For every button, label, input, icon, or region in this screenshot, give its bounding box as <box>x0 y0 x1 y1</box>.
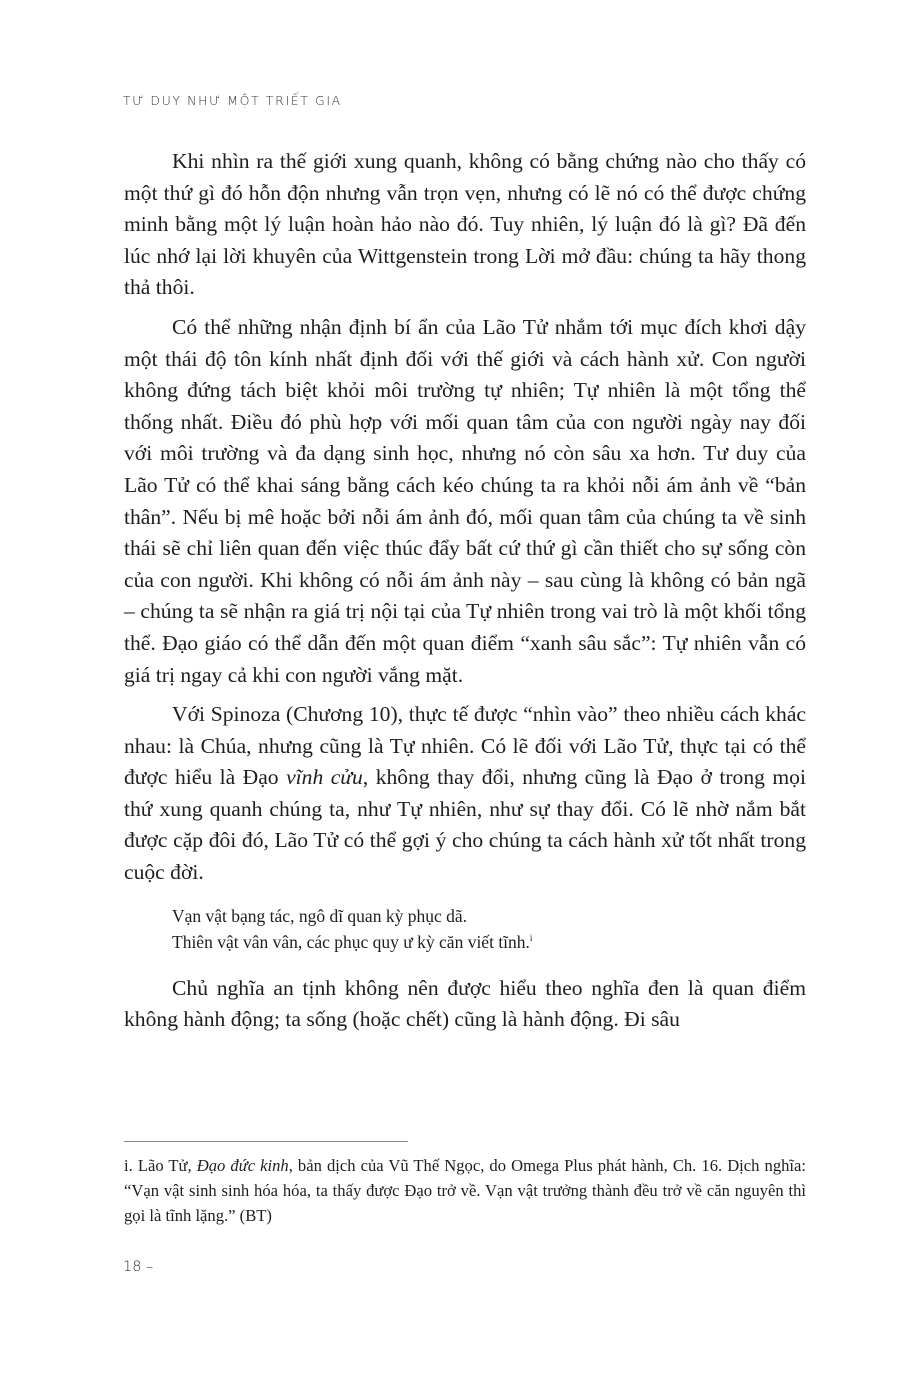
verse-quote <box>172 903 806 955</box>
paragraph-3 <box>124 699 806 889</box>
footnote-marker[interactable]: i <box>529 932 533 943</box>
running-head: TƯ DUY NHƯ MỘT TRIẾT GIA <box>123 93 342 108</box>
footnote-book-title: Đạo đức kinh <box>196 1156 289 1175</box>
paragraph-4: Chủ nghĩa an tịnh không nên được hiểu theo nghĩa đen là quan điểm không hành động; ta sống (hoặc chết) cũng là hành động. Đi sâu <box>124 975 806 1032</box>
paragraph-3-text-b: , không thay đổi, nhưng cũng là Đạo ở trong mọi thứ xung quanh chúng ta, như Tự nhiên, như sự thay đổi. Có lẽ nhờ nắm bắt được cặp đôi đó, Lão Tử có thể gợi ý cho chúng ta cách hành xử tốt nhất trong cuộc đời. <box>124 765 806 885</box>
paragraph-1: Khi nhìn ra thế giới xung quanh, không có bằng chứng nào cho thấy có một thứ gì đó hỗn độn nhưng vẫn trọn vẹn, nhưng có lẽ nó có thể được chứng minh bằng một lý luận hoàn hảo nào đó. Tuy nhiên, lý luận đó là gì? Đã đến lúc nhớ lại lời khuyên của Wittgenstein trong Lời mở đầu: chúng ta hãy thong thả thôi. <box>124 149 806 300</box>
page-number: 18 – <box>123 1259 154 1275</box>
footnote <box>124 1153 806 1228</box>
verse-line-2 <box>172 929 806 955</box>
verse-line-2-text: Thiên vật vân vân, các phục quy ư kỳ căn viết tĩnh. <box>172 931 530 952</box>
body-text <box>124 146 806 1044</box>
footnote-rule <box>124 1141 408 1142</box>
verse-line-1: Vạn vật bạng tác, ngô dĩ quan kỳ phục dã. <box>172 905 467 926</box>
paragraph-3-italic: vĩnh cửu <box>286 765 363 790</box>
paragraph-2: Có thể những nhận định bí ẩn của Lão Tử nhắm tới mục đích khơi dậy một thái độ tôn kính nhất định đối với thế giới và cách hành xử. Con người không đứng tách biệt khỏi môi trường tự nhiên; Tự nhiên là một tổng thể thống nhất. Điều đó phù hợp với mối quan tâm của con người ngày nay đối với môi trường và đa dạng sinh học, nhưng nó còn sâu xa hơn. Tư duy của Lão Tử có thể khai sáng bằng cách kéo chúng ta ra khỏi nỗi ám ảnh về “bản thân”. Nếu bị mê hoặc bởi nỗi ám ảnh đó, mối quan tâm của chúng ta về sinh thái sẽ chỉ liên quan đến việc thúc đẩy bất cứ thứ gì cần thiết cho sự sống còn của con người. Khi không có nỗi ám ảnh này – sau cùng là không có bản ngã – chúng ta sẽ nhận ra giá trị nội tại của Tự nhiên trong vai trò là một khối tổng thể. Đạo giáo có thể dẫn đến một quan điểm “xanh sâu sắc”: Tự nhiên vẫn có giá trị ngay cả khi con người vắng mặt. <box>124 314 806 687</box>
footnote-text: , bản dịch của Vũ Thế Ngọc, do Omega Plus phát hành, Ch. 16. Dịch nghĩa: “Vạn vật sinh sinh hóa hóa, ta thấy được Đạo trở về. Vạn vật trưởng thành đều trở về căn nguyên thì gọi là tĩnh lặng.” (BT) <box>124 1156 806 1225</box>
footnote-prefix: i. Lão Tử, <box>124 1156 197 1175</box>
paragraph-3-text-a: Với Spinoza (Chương 10), thực tế được “nhìn vào” theo nhiều cách khác nhau: là Chúa, nhưng cũng là Tự nhiên. Có lẽ đối với Lão Tử, thực tại có thể được hiểu là Đạo <box>124 702 806 790</box>
